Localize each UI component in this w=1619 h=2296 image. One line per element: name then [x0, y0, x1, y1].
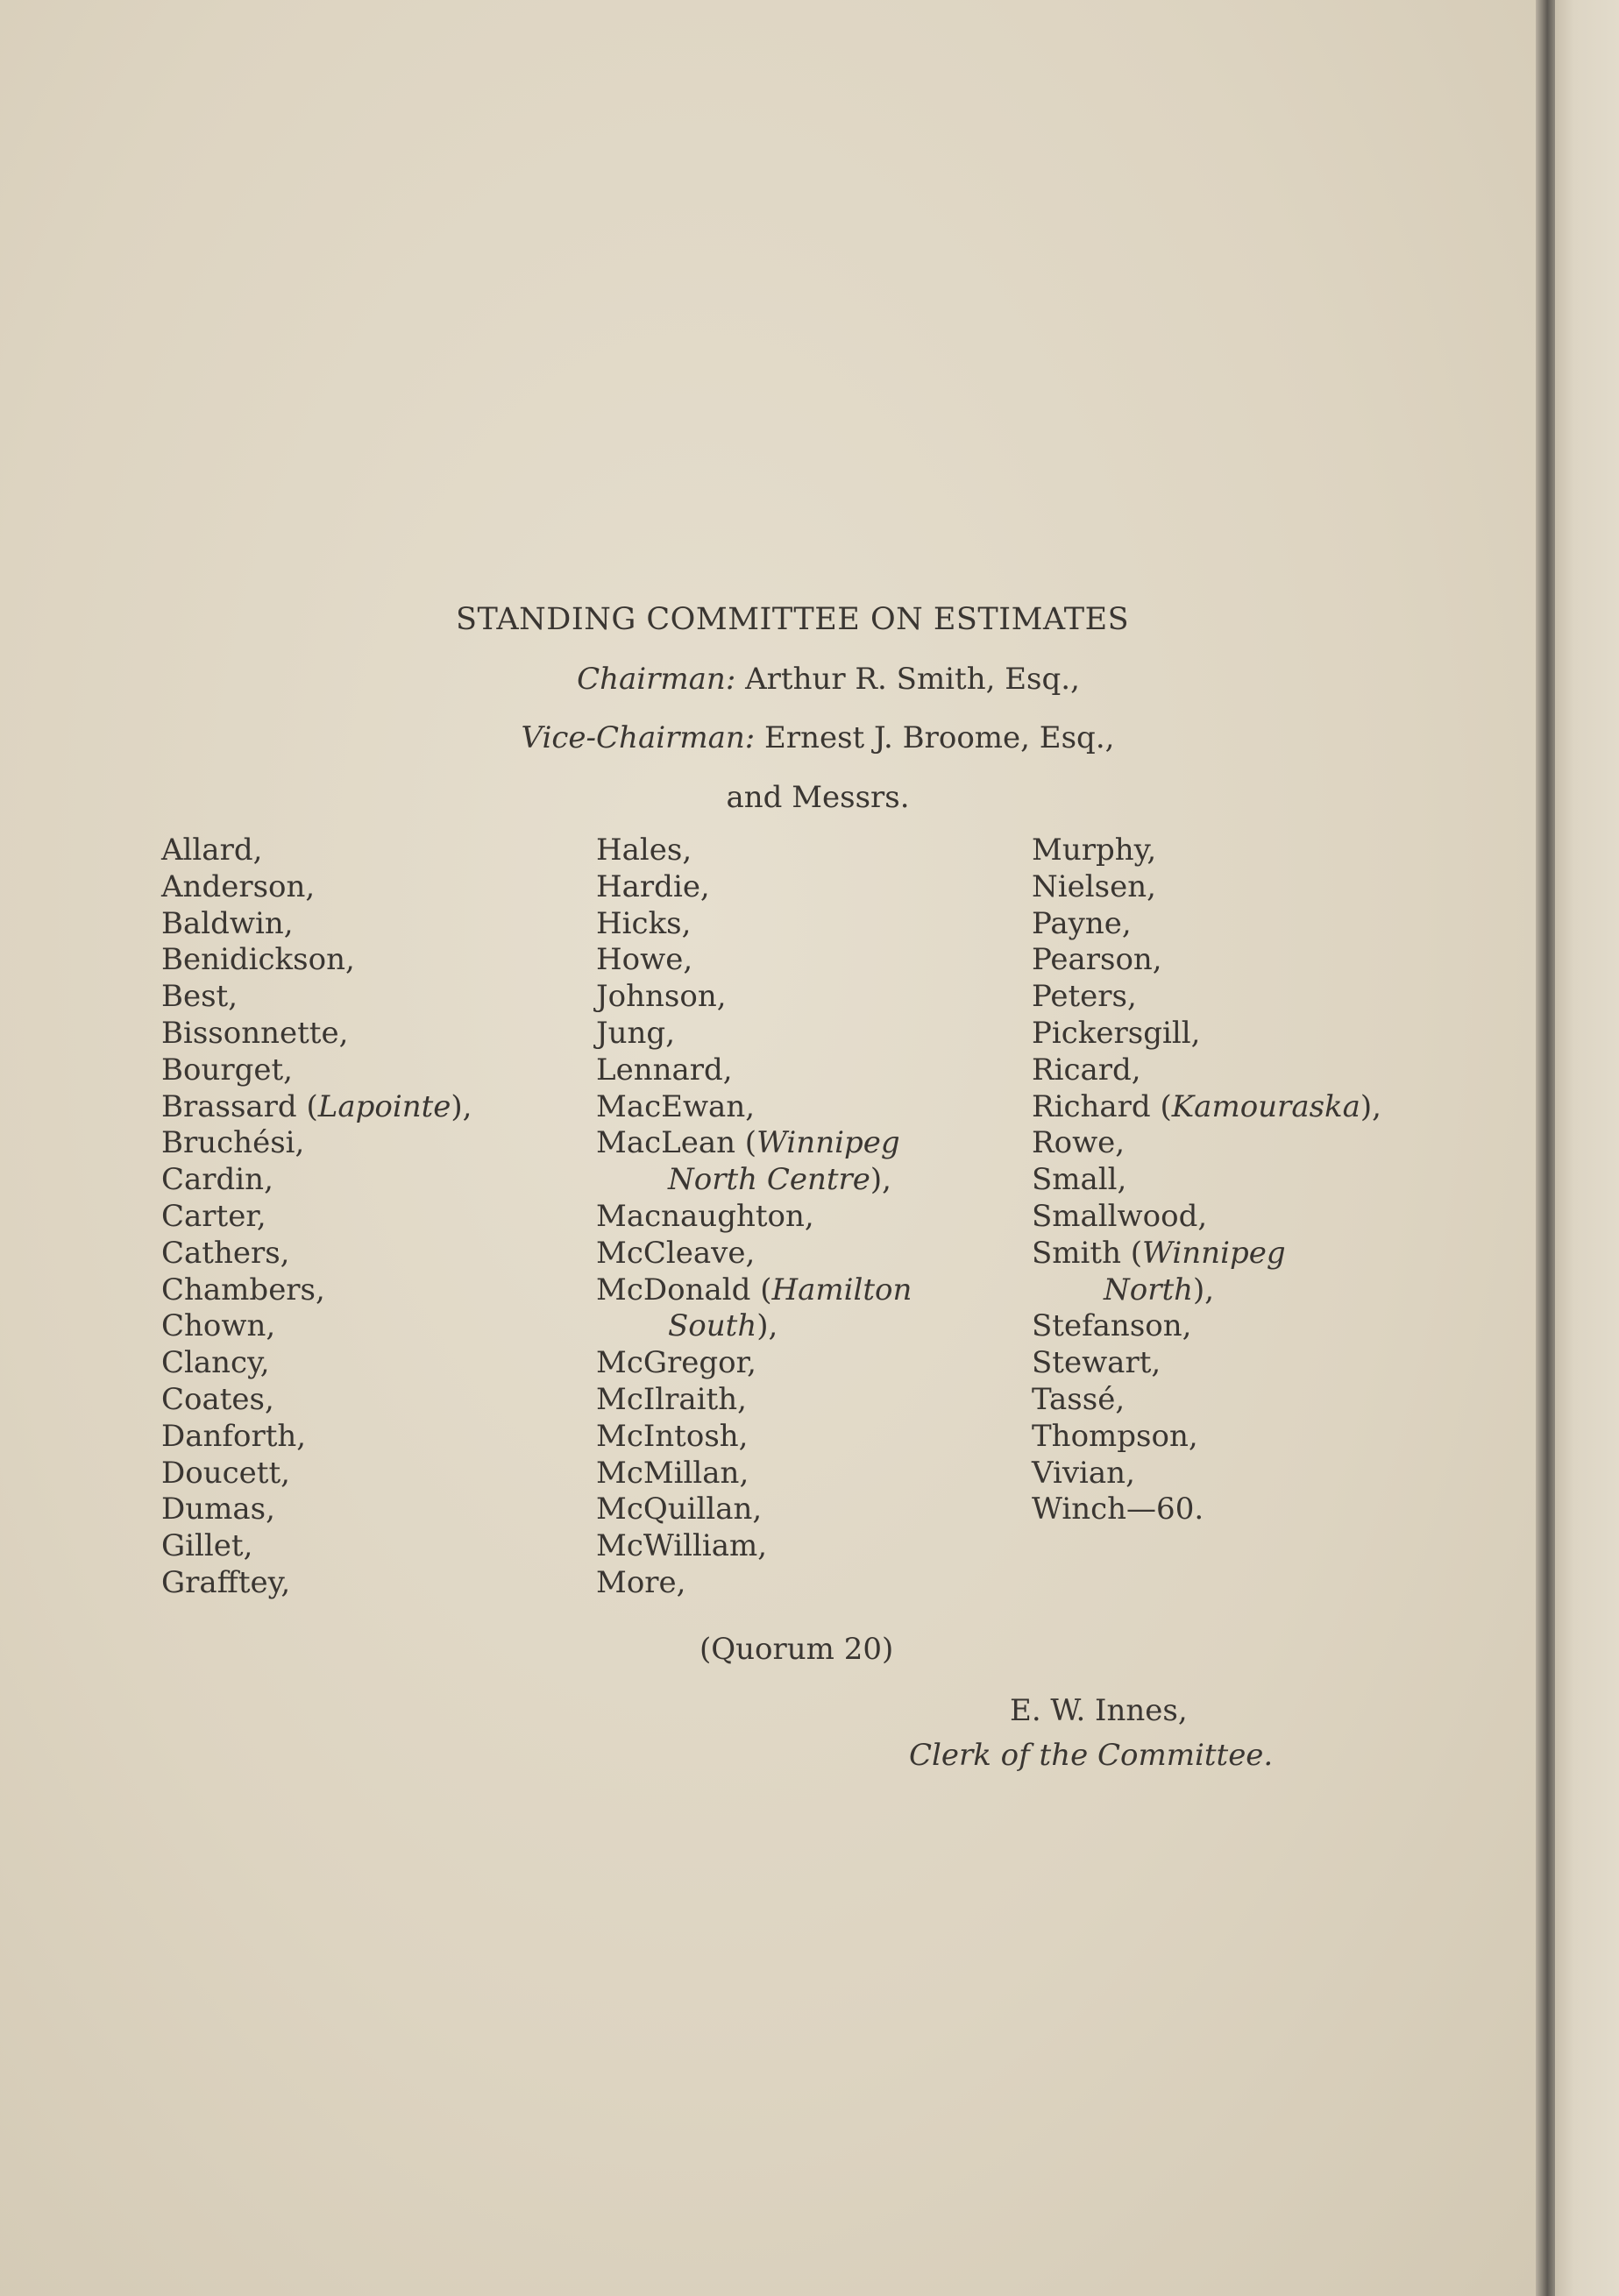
- and-messrs: and Messrs.: [726, 780, 910, 815]
- clerk-title: Clerk of the Committee.: [909, 1738, 1274, 1773]
- member-name: Cathers,: [161, 1235, 290, 1271]
- member-name: Baldwin,: [161, 905, 294, 941]
- member-name-continuation: North Centre),: [668, 1162, 891, 1198]
- member-name: Cardin,: [161, 1162, 273, 1198]
- chairman-name: Arthur R. Smith, Esq.,: [745, 662, 1080, 697]
- member-name: Vivian,: [1032, 1455, 1135, 1491]
- member-name: Ricard,: [1032, 1052, 1141, 1088]
- book-gutter: [1536, 0, 1555, 2296]
- member-name: Johnson,: [596, 979, 727, 1015]
- chairman-label: Chairman:: [577, 662, 736, 697]
- member-name: Pearson,: [1032, 942, 1162, 978]
- member-name: Hales,: [596, 833, 692, 868]
- member-column-3: [1032, 833, 1381, 1528]
- member-name: Allard,: [161, 833, 263, 868]
- member-name: More,: [596, 1564, 686, 1600]
- member-name: Danforth,: [161, 1418, 307, 1454]
- member-name: Pickersgill,: [1032, 1015, 1201, 1051]
- member-name: Tassé,: [1032, 1381, 1125, 1417]
- member-name-continuation: South),: [668, 1308, 778, 1344]
- member-name: Winch—60.: [1032, 1492, 1204, 1527]
- member-name: Hicks,: [596, 905, 692, 941]
- member-name: Nielsen,: [1032, 868, 1156, 904]
- member-name: Bissonnette,: [161, 1015, 349, 1051]
- member-name: Small,: [1032, 1162, 1127, 1198]
- member-name: McDonald (Hamilton: [596, 1272, 912, 1307]
- member-name: Brassard (Lapointe),: [161, 1088, 472, 1124]
- member-name: Smallwood,: [1032, 1198, 1208, 1234]
- member-name: McIlraith,: [596, 1381, 747, 1417]
- chairman-line: [0, 662, 1544, 697]
- member-name: Rowe,: [1032, 1125, 1125, 1161]
- member-name: Lennard,: [596, 1052, 733, 1088]
- member-name: Grafftey,: [161, 1564, 291, 1600]
- member-name: Bruchési,: [161, 1125, 305, 1161]
- committee-title: STANDING COMMITTEE ON ESTIMATES: [456, 602, 1130, 637]
- member-name: Richard (Kamouraska),: [1032, 1088, 1381, 1124]
- facing-page-edge: [1555, 0, 1619, 2296]
- member-name-continuation: North),: [1104, 1272, 1215, 1307]
- member-name: Peters,: [1032, 979, 1137, 1015]
- member-name: Payne,: [1032, 905, 1132, 941]
- member-name: Thompson,: [1032, 1418, 1198, 1454]
- vice-chairman-line: [0, 720, 1544, 755]
- member-name: Murphy,: [1032, 833, 1157, 868]
- vice-chairman-name: Ernest J. Broome, Esq.,: [764, 720, 1115, 755]
- member-name: Coates,: [161, 1381, 274, 1417]
- member-column-1: [161, 833, 472, 1602]
- member-name: Benidickson,: [161, 942, 355, 978]
- member-column-2: [596, 833, 912, 1602]
- member-name: Dumas,: [161, 1492, 275, 1527]
- member-name: McQuillan,: [596, 1492, 763, 1527]
- member-name: MacEwan,: [596, 1088, 756, 1124]
- member-name: Anderson,: [161, 868, 316, 904]
- member-name: Best,: [161, 979, 238, 1015]
- member-name: McGregor,: [596, 1345, 756, 1381]
- member-name: Bourget,: [161, 1052, 293, 1088]
- member-name: Howe,: [596, 942, 693, 978]
- member-name: Stefanson,: [1032, 1308, 1192, 1344]
- member-name: McWilliam,: [596, 1528, 768, 1564]
- member-name: Doucett,: [161, 1455, 290, 1491]
- member-name: McCleave,: [596, 1235, 756, 1271]
- member-name: Stewart,: [1032, 1345, 1161, 1381]
- member-name: McIntosh,: [596, 1418, 749, 1454]
- member-name: Macnaughton,: [596, 1198, 814, 1234]
- member-name: Jung,: [596, 1015, 675, 1051]
- quorum-note: (Quorum 20): [699, 1632, 894, 1667]
- member-name: Gillet,: [161, 1528, 253, 1564]
- member-name: Chambers,: [161, 1272, 325, 1307]
- vice-chairman-label: Vice-Chairman:: [521, 720, 756, 755]
- member-name: Smith (Winnipeg: [1032, 1235, 1286, 1271]
- member-name: Chown,: [161, 1308, 276, 1344]
- member-name: MacLean (Winnipeg: [596, 1125, 900, 1161]
- member-name: Carter,: [161, 1198, 266, 1234]
- member-name: McMillan,: [596, 1455, 749, 1491]
- member-name: Hardie,: [596, 868, 710, 904]
- clerk-name: E. W. Innes,: [1010, 1693, 1188, 1728]
- member-name: Clancy,: [161, 1345, 270, 1381]
